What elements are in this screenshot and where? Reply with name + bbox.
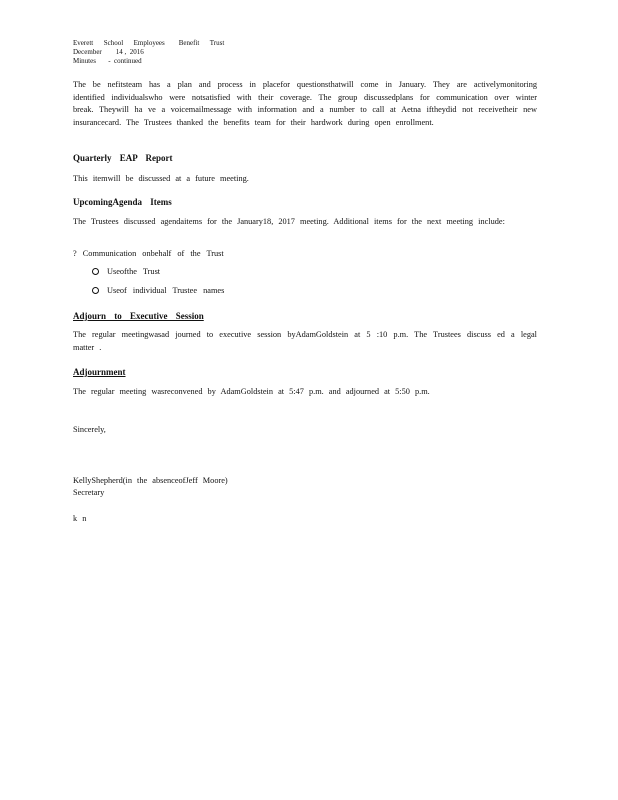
agenda-heading: UpcomingAgenda Items	[73, 197, 172, 207]
circle-bullet-icon	[92, 287, 99, 294]
header-line-2: December 14 , 2016	[73, 48, 144, 56]
header-line-1: Everett School Employees Benefit Trust	[73, 39, 225, 47]
eap-heading: Quarterly EAP Report	[73, 153, 173, 163]
agenda-sub-item-1-label: Useofthe Trust	[107, 267, 161, 276]
circle-bullet-icon	[92, 268, 99, 275]
signature-title: Secretary	[73, 488, 105, 497]
adjournment-text: The regular meeting wasreconvened by AdamGoldstein at 5:47 p.m. and adjourned at 5:50 p.m.	[73, 387, 430, 396]
agenda-sub-item-2-label: Useof individual Trustee names	[107, 286, 225, 295]
intro-paragraph: The be nefitsteam has a plan and process in placefor questionsthatwill come in January. They are activelymonitoring identified individualswho were notsatisfied with their coverage. The group discussedplans for communication over winter break. Theywill ha ve a voicemailmessage with information and a number to call at Aetna iftheydid not receivetheir new insurancecard. The Trustees thanked the benefits team for their hardwork during open enrollment.	[73, 80, 537, 127]
agenda-bullet: ? Communication onbehalf of the Trust	[73, 249, 224, 258]
closing-text: Sincerely,	[73, 425, 106, 434]
adjournment-heading: Adjournment	[73, 367, 126, 377]
agenda-text: The Trustees discussed agendaitems for the January18, 2017 meeting. Additional items for the next meeting include:	[73, 217, 505, 226]
header-line-3: Minutes - continued	[73, 57, 142, 65]
adjourn-exec-heading: Adjourn to Executive Session	[73, 311, 204, 321]
adjourn-exec-text: The regular meetingwasad journed to executive session byAdamGoldstein at 5 :10 p.m. The Trustees discuss ed a legal matter .	[73, 330, 537, 352]
agenda-sub-item-2	[92, 286, 224, 295]
agenda-sub-item-1	[92, 267, 160, 276]
signature-name: KellyShepherd(in the absenceofJeff Moore)	[73, 476, 228, 485]
initials: k n	[73, 514, 87, 523]
eap-text: This itemwill be discussed at a future meeting.	[73, 174, 249, 183]
document-header	[73, 39, 224, 66]
